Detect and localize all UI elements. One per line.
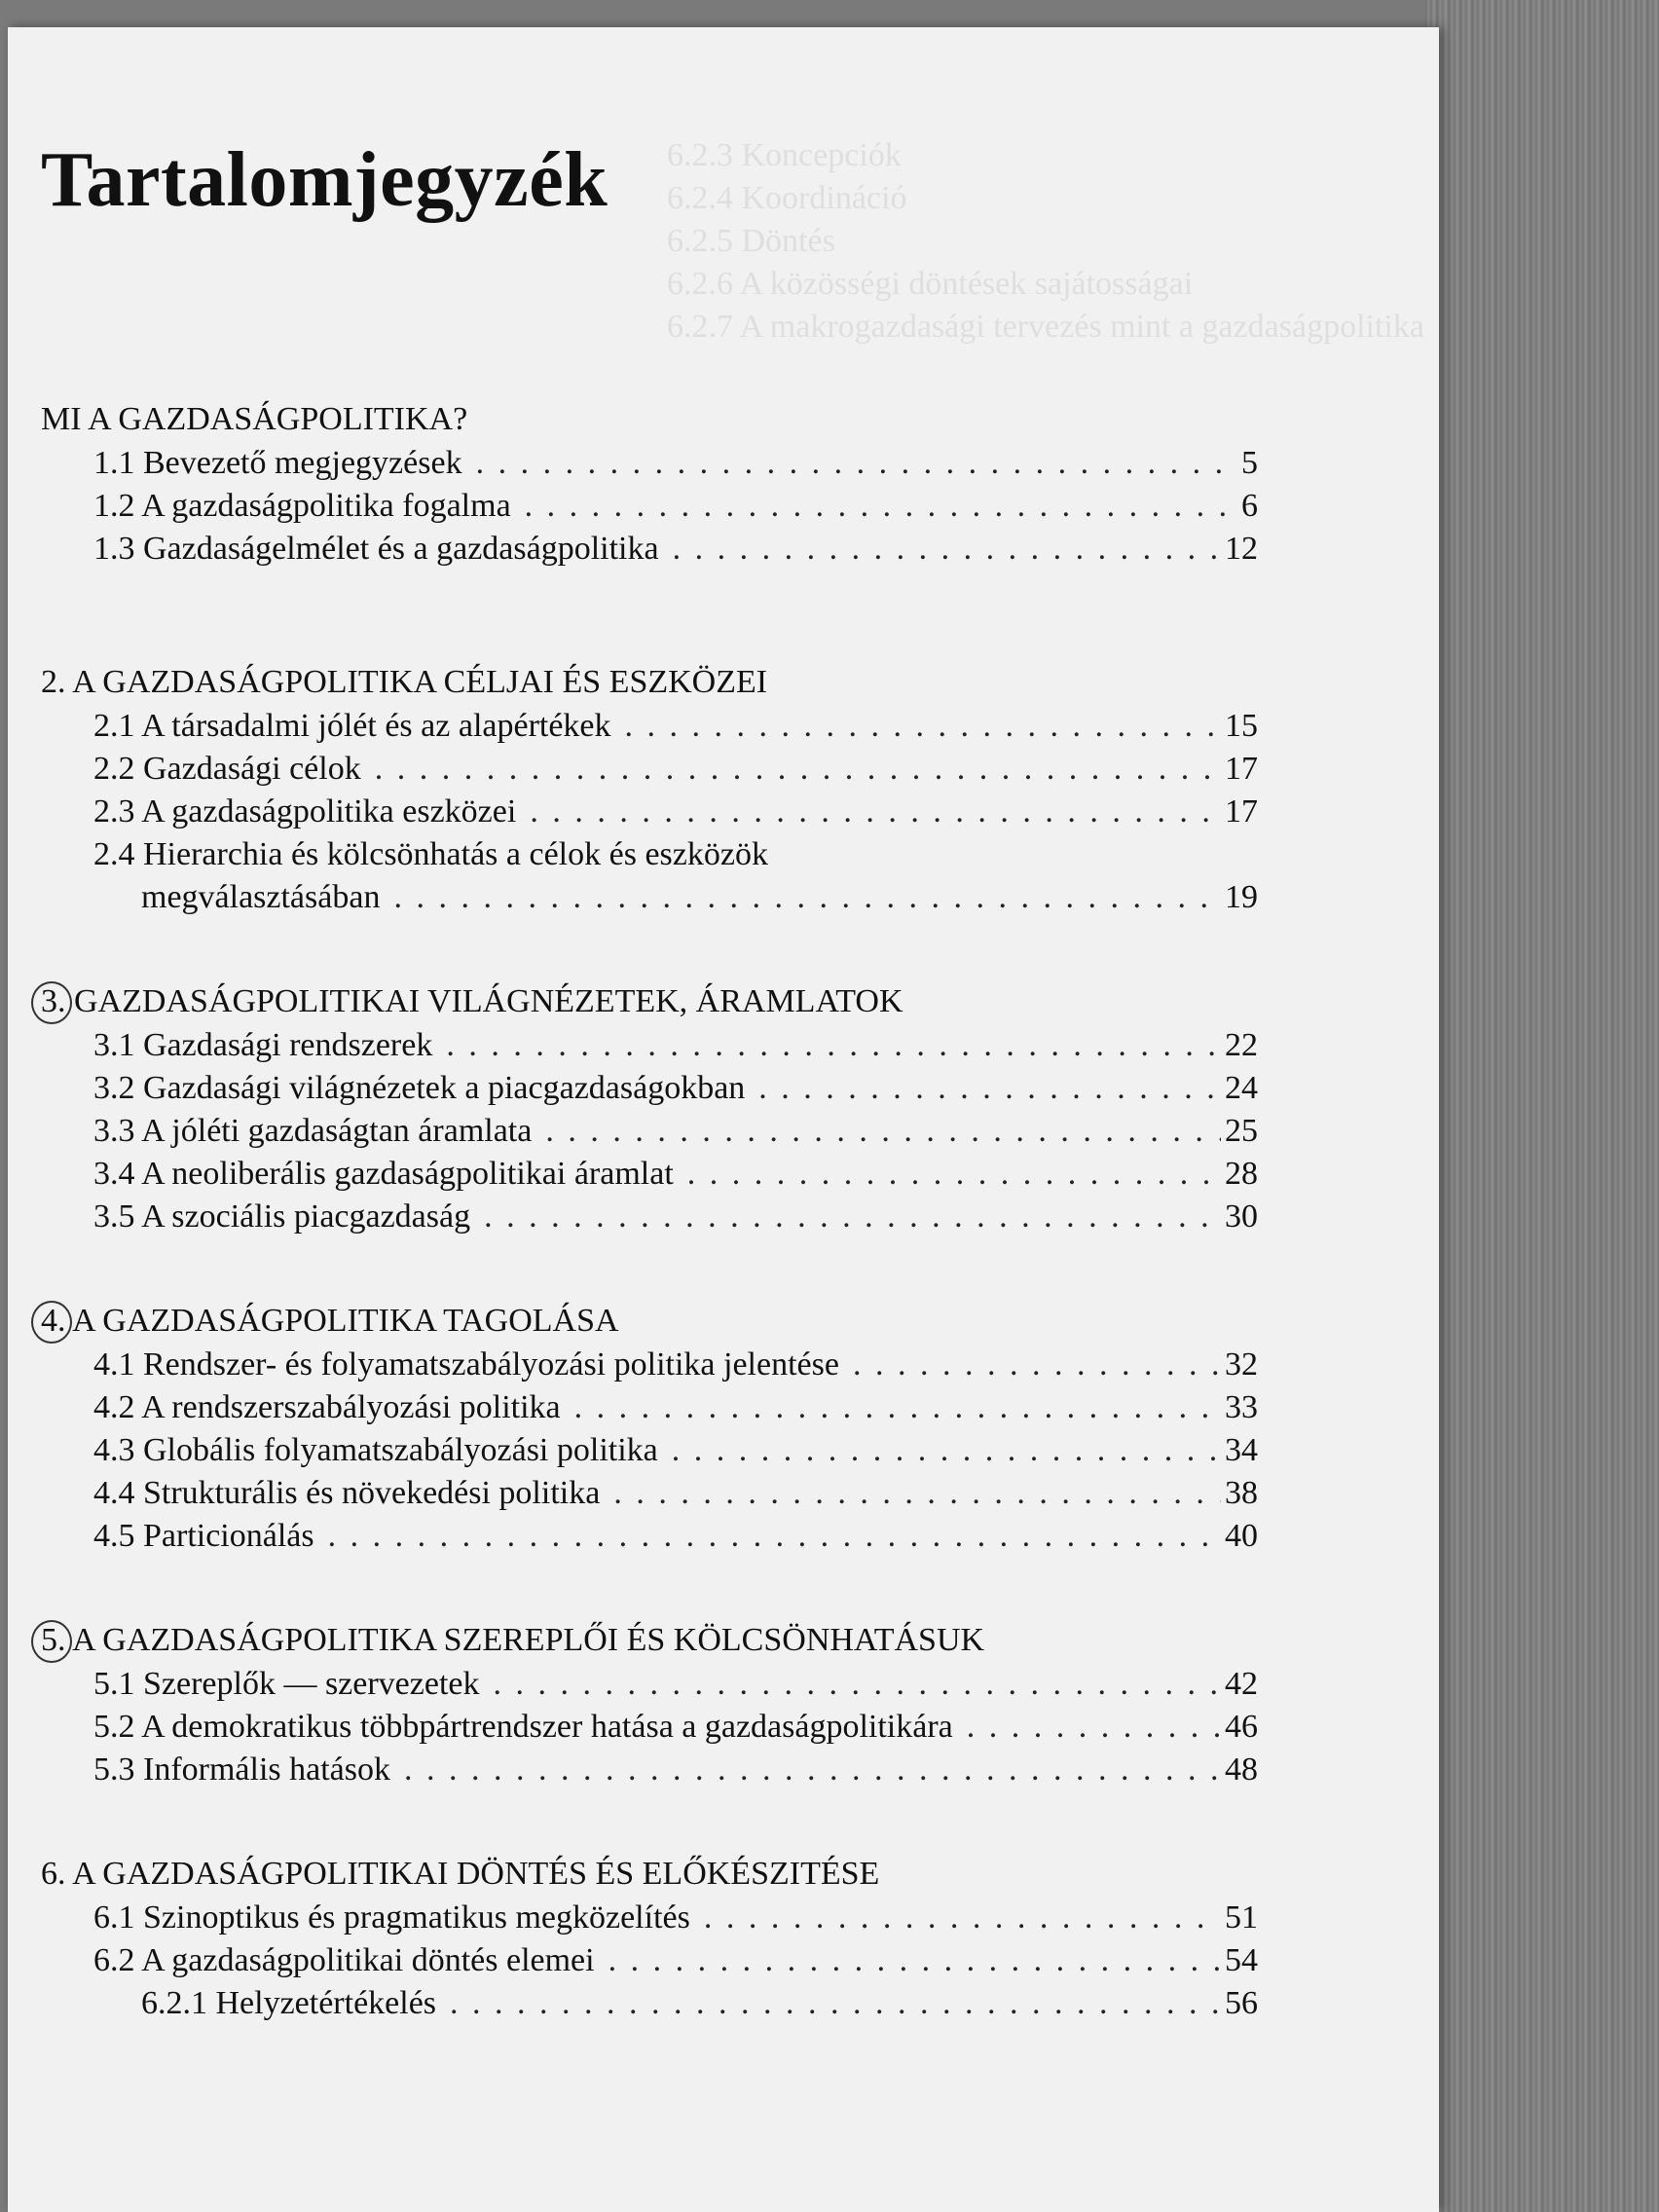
chapter-number: 6. xyxy=(41,1856,66,1892)
toc-entry xyxy=(93,1153,1258,1196)
entry-label: 6.2 A gazdaságpolitikai döntés elemei xyxy=(93,1942,595,1978)
background-surface xyxy=(1425,0,1659,2212)
entry-page: 22 xyxy=(1225,1027,1258,1063)
entry-page: 5 xyxy=(1241,445,1258,481)
toc-entry xyxy=(93,1749,1258,1791)
chapter-title: GAZDASÁGPOLITIKAI VILÁGNÉZETEK, ÁRAMLATOK xyxy=(74,983,903,1019)
entry-page: 32 xyxy=(1225,1346,1258,1382)
leader-dots xyxy=(446,1024,1221,1067)
entry-page: 40 xyxy=(1225,1518,1258,1554)
toc-entry xyxy=(93,748,1258,791)
toc-entry xyxy=(93,1939,1258,1982)
chapter-heading xyxy=(41,1618,1258,1663)
chapter-number: 3. xyxy=(41,979,66,1024)
leader-dots xyxy=(476,442,1237,485)
leader-dots xyxy=(672,1429,1221,1472)
entry-page: 17 xyxy=(1225,751,1258,787)
chapter-heading xyxy=(41,979,1258,1024)
chapter-5 xyxy=(41,1618,1258,1791)
leader-dots xyxy=(393,876,1221,919)
leader-dots xyxy=(375,748,1221,791)
entry-page: 30 xyxy=(1225,1198,1258,1235)
leader-dots xyxy=(853,1344,1221,1386)
chapter-3 xyxy=(41,979,1258,1238)
leader-dots xyxy=(530,791,1221,833)
entry-label: 5.1 Szereplők — szervezetek xyxy=(93,1666,480,1702)
toc-entry-first-line: 2.4 Hierarchia és kölcsönhatás a célok és eszközök xyxy=(93,836,768,872)
chapter-1 xyxy=(41,397,1258,571)
entry-label: 6.2.1 Helyzetértékelés xyxy=(141,1985,437,2021)
leader-dots xyxy=(525,485,1237,528)
toc-entry xyxy=(141,1982,1258,2025)
entry-label: 3.3 A jóléti gazdaságtan áramlata xyxy=(93,1113,533,1149)
entry-label: 3.1 Gazdasági rendszerek xyxy=(93,1027,433,1063)
chapter-6 xyxy=(41,1852,1258,2025)
entry-label: 1.3 Gazdaságelmélet és a gazdaságpolitika xyxy=(93,531,659,567)
leader-dots xyxy=(404,1749,1221,1791)
entry-page: 46 xyxy=(1225,1709,1258,1745)
chapter-2 xyxy=(41,660,1258,919)
entry-page: 48 xyxy=(1225,1751,1258,1788)
entry-label: 4.3 Globális folyamatszabályozási politika xyxy=(93,1432,658,1468)
toc-entry xyxy=(93,1196,1258,1238)
toc-entry xyxy=(93,1344,1258,1386)
leader-dots xyxy=(328,1515,1221,1558)
page-title: Tartalomjegyzék xyxy=(41,137,608,223)
chapter-heading xyxy=(41,397,1258,442)
entry-page: 6 xyxy=(1241,488,1258,524)
entry-page: 24 xyxy=(1225,1070,1258,1106)
chapter-heading xyxy=(41,1299,1258,1344)
entry-label: 1.2 A gazdaságpolitika fogalma xyxy=(93,488,511,524)
entry-page: 25 xyxy=(1225,1113,1258,1149)
toc-entry xyxy=(93,1515,1258,1558)
entry-page: 54 xyxy=(1225,1942,1258,1978)
leader-dots xyxy=(608,1939,1221,1982)
entry-label: megválasztásában xyxy=(141,879,381,915)
chapter-4 xyxy=(41,1299,1258,1558)
entry-label: 5.2 A demokratikus többpártrendszer hatása a gazdaságpolitikára xyxy=(93,1709,953,1745)
chapter-heading xyxy=(41,660,1258,705)
leader-dots xyxy=(450,1982,1221,2025)
entry-label: 4.1 Rendszer- és folyamatszabályozási politika jelentése xyxy=(93,1346,839,1382)
chapter-title: MI A GAZDASÁGPOLITIKA? xyxy=(41,401,468,437)
chapter-heading xyxy=(41,1852,1258,1897)
leader-dots xyxy=(484,1196,1221,1238)
entry-page: 17 xyxy=(1225,793,1258,830)
entry-label: 4.5 Particionálás xyxy=(93,1518,314,1554)
toc-entry xyxy=(93,791,1258,833)
entry-label: 4.2 A rendszerszabályozási politika xyxy=(93,1389,561,1425)
entry-page: 19 xyxy=(1225,879,1258,915)
chapter-number: 4. xyxy=(41,1299,66,1344)
toc-entry xyxy=(93,1897,1258,1939)
leader-dots xyxy=(758,1067,1221,1110)
toc-entry xyxy=(93,1110,1258,1153)
chapter-title: A GAZDASÁGPOLITIKAI DÖNTÉS ÉS ELŐKÉSZITÉSE xyxy=(72,1856,880,1892)
toc-entry xyxy=(93,1472,1258,1515)
toc-entry xyxy=(93,528,1258,571)
toc-entry xyxy=(93,1386,1258,1429)
entry-label: 5.3 Informális hatások xyxy=(93,1751,390,1788)
entry-page: 51 xyxy=(1225,1899,1258,1936)
entry-page: 28 xyxy=(1225,1156,1258,1192)
chapter-number: 5. xyxy=(41,1618,66,1663)
leader-dots xyxy=(494,1663,1222,1706)
leader-dots xyxy=(613,1472,1221,1515)
toc-entry xyxy=(93,705,1258,748)
book-page xyxy=(8,27,1439,2212)
toc-entry xyxy=(93,1067,1258,1110)
entry-page: 42 xyxy=(1225,1666,1258,1702)
entry-page: 33 xyxy=(1225,1389,1258,1425)
entry-label: 2.3 A gazdaságpolitika eszközei xyxy=(93,793,517,830)
toc-entry xyxy=(93,442,1258,485)
entry-label: 2.2 Gazdasági célok xyxy=(93,751,361,787)
leader-dots xyxy=(625,705,1221,748)
entry-page: 56 xyxy=(1225,1985,1258,2021)
entry-label: 6.1 Szinoptikus és pragmatikus megközelítés xyxy=(93,1899,690,1936)
leader-dots xyxy=(545,1110,1221,1153)
chapter-title: A GAZDASÁGPOLITIKA TAGOLÁSA xyxy=(72,1303,619,1339)
leader-dots xyxy=(673,528,1221,571)
entry-label: 3.5 A szociális piacgazdaság xyxy=(93,1198,471,1235)
entry-page: 15 xyxy=(1225,708,1258,744)
chapter-title: A GAZDASÁGPOLITIKA CÉLJAI ÉS ESZKÖZEI xyxy=(72,664,768,700)
toc-entry xyxy=(93,1024,1258,1067)
toc-entry xyxy=(141,876,1258,919)
toc-entry xyxy=(93,1429,1258,1472)
chapter-title: A GAZDASÁGPOLITIKA SZEREPLŐI ÉS KÖLCSÖNHATÁSUK xyxy=(72,1622,985,1658)
show-through-text: 6.2.3 Koncepciók 6.2.4 Koordináció 6.2.5 Döntés 6.2.6 A közösségi döntések sajátosságai 6.2.7 A makrogazdasági tervezés mint a gazdaságpolitika xyxy=(667,137,1424,345)
leader-dots xyxy=(574,1386,1221,1429)
toc-entry xyxy=(93,1663,1258,1706)
entry-label: 2.1 A társadalmi jólét és az alapértékek xyxy=(93,708,611,744)
entry-label: 1.1 Bevezető megjegyzések xyxy=(93,445,462,481)
entry-label: 3.2 Gazdasági világnézetek a piacgazdaságokban xyxy=(93,1070,746,1106)
leader-dots xyxy=(967,1706,1221,1749)
toc-entry xyxy=(93,1706,1258,1749)
chapter-number: 2. xyxy=(41,664,66,700)
toc-entry xyxy=(93,485,1258,528)
entry-label: 3.4 A neoliberális gazdaságpolitikai áramlat xyxy=(93,1156,674,1192)
entry-page: 34 xyxy=(1225,1432,1258,1468)
entry-page: 38 xyxy=(1225,1475,1258,1511)
leader-dots xyxy=(687,1153,1221,1196)
entry-page: 12 xyxy=(1225,531,1258,567)
entry-label: 4.4 Strukturális és növekedési politika xyxy=(93,1475,601,1511)
leader-dots xyxy=(704,1897,1221,1939)
